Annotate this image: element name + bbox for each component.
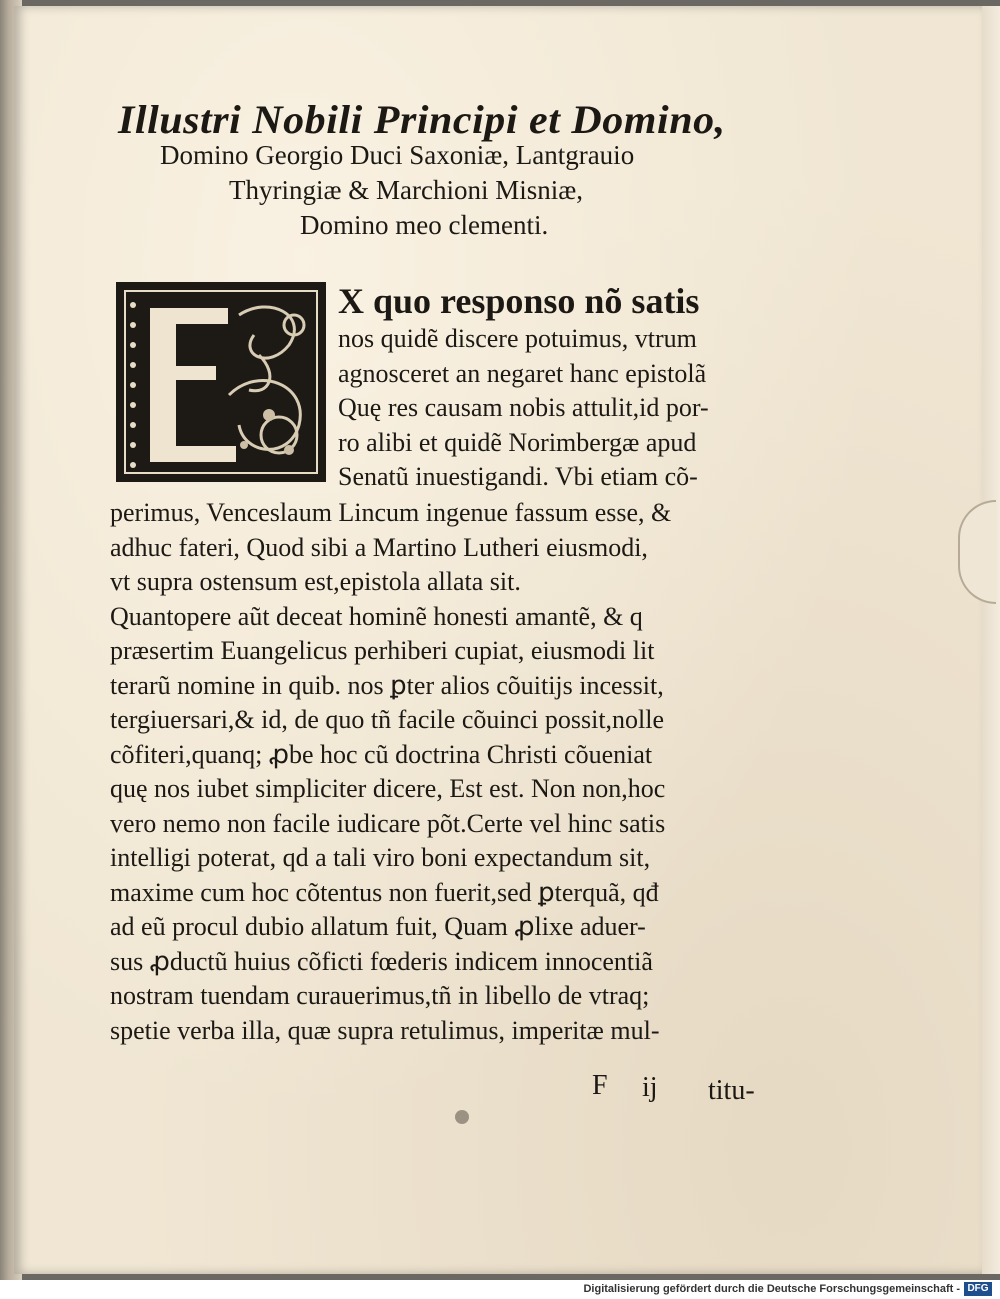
text-line: terarũ nomine in quib. nos ꝑter alios cõuitijs incessit,	[110, 670, 664, 700]
text-line: maxime cum hoc cõtentus non fuerit,sed ꝑterquã, qđ	[110, 877, 659, 907]
text-line: sus ꝓductũ huius cõficti fœderis indicem innocentiã	[110, 946, 653, 976]
text-line: cõfiteri,quanq; ꝓbe hoc cũ doctrina Christi cõueniat	[110, 739, 653, 769]
dfg-logo: DFG	[964, 1282, 992, 1296]
catchword: titu-	[708, 1075, 755, 1106]
dedication-line: Thyringiæ & Marchioni Misniæ,	[229, 175, 583, 205]
text-line: quę nos iubet simpliciter dicere, Est est. Non non,hoc	[110, 774, 666, 803]
signature-mark: F	[592, 1070, 608, 1101]
paper-hole	[455, 1110, 469, 1124]
text-line: Quę res causam nobis attulit,id por-	[338, 393, 709, 422]
text-line: perimus, Venceslaum Lincum ingenue fassum esse, &	[110, 498, 672, 527]
text-line: ad eũ procul dubio allatum fuit, Quam ꝓlixe aduer-	[110, 912, 646, 941]
funding-credit: Digitalisierung gefördert durch die Deutsche Forschungsgemeinschaft -	[583, 1283, 960, 1295]
fore-edge	[982, 6, 1000, 1274]
text-line: vero nemo non facile iudicare põt.Certe vel hinc satis	[110, 808, 666, 838]
text-line: intelligi poterat, qd a tali viro boni expectandum sit,	[110, 843, 651, 872]
text-line: spetie verba illa, quæ supra retulimus, imperitæ mul-	[110, 1015, 660, 1045]
text-line: Senatũ inuestigandi. Vbi etiam cõ-	[338, 462, 698, 491]
dedication-heading: Illustri Nobili Principi et Domino,	[118, 97, 726, 142]
text-line: tergiuersari,& id, de quo tñ facile cõuinci possit,nolle	[110, 705, 665, 734]
text-line: nos quidẽ discere potuimus, vtrum	[338, 324, 697, 353]
opening-line: X quo responso nõ satis	[338, 281, 700, 321]
text-line: præsertim Euangelicus perhiberi cupiat, eiusmodi lit	[110, 636, 655, 665]
text-line: adhuc fateri, Quod sibi a Martino Lutheri eiusmodi,	[110, 532, 648, 562]
text-line: ro alibi et quidẽ Norimbergæ apud	[338, 427, 697, 457]
dedication-line: Domino meo clementi.	[300, 210, 549, 240]
text-line: Quantopere aũt deceat hominẽ honesti amantẽ, & q	[110, 601, 643, 631]
text-line: vt supra ostensum est,epistola allata sit.	[110, 567, 521, 596]
footer-bar	[0, 1280, 1000, 1299]
text-line: nostram tuendam curauerimus,tñ in libello de vtraq;	[110, 981, 650, 1010]
text-line: agnosceret an negaret hanc epistolã	[338, 358, 707, 388]
signature-number: ij	[642, 1072, 658, 1103]
dedication-line: Domino Georgio Duci Saxoniæ, Lantgrauio	[160, 140, 635, 170]
decorated-initial-e	[116, 282, 326, 482]
